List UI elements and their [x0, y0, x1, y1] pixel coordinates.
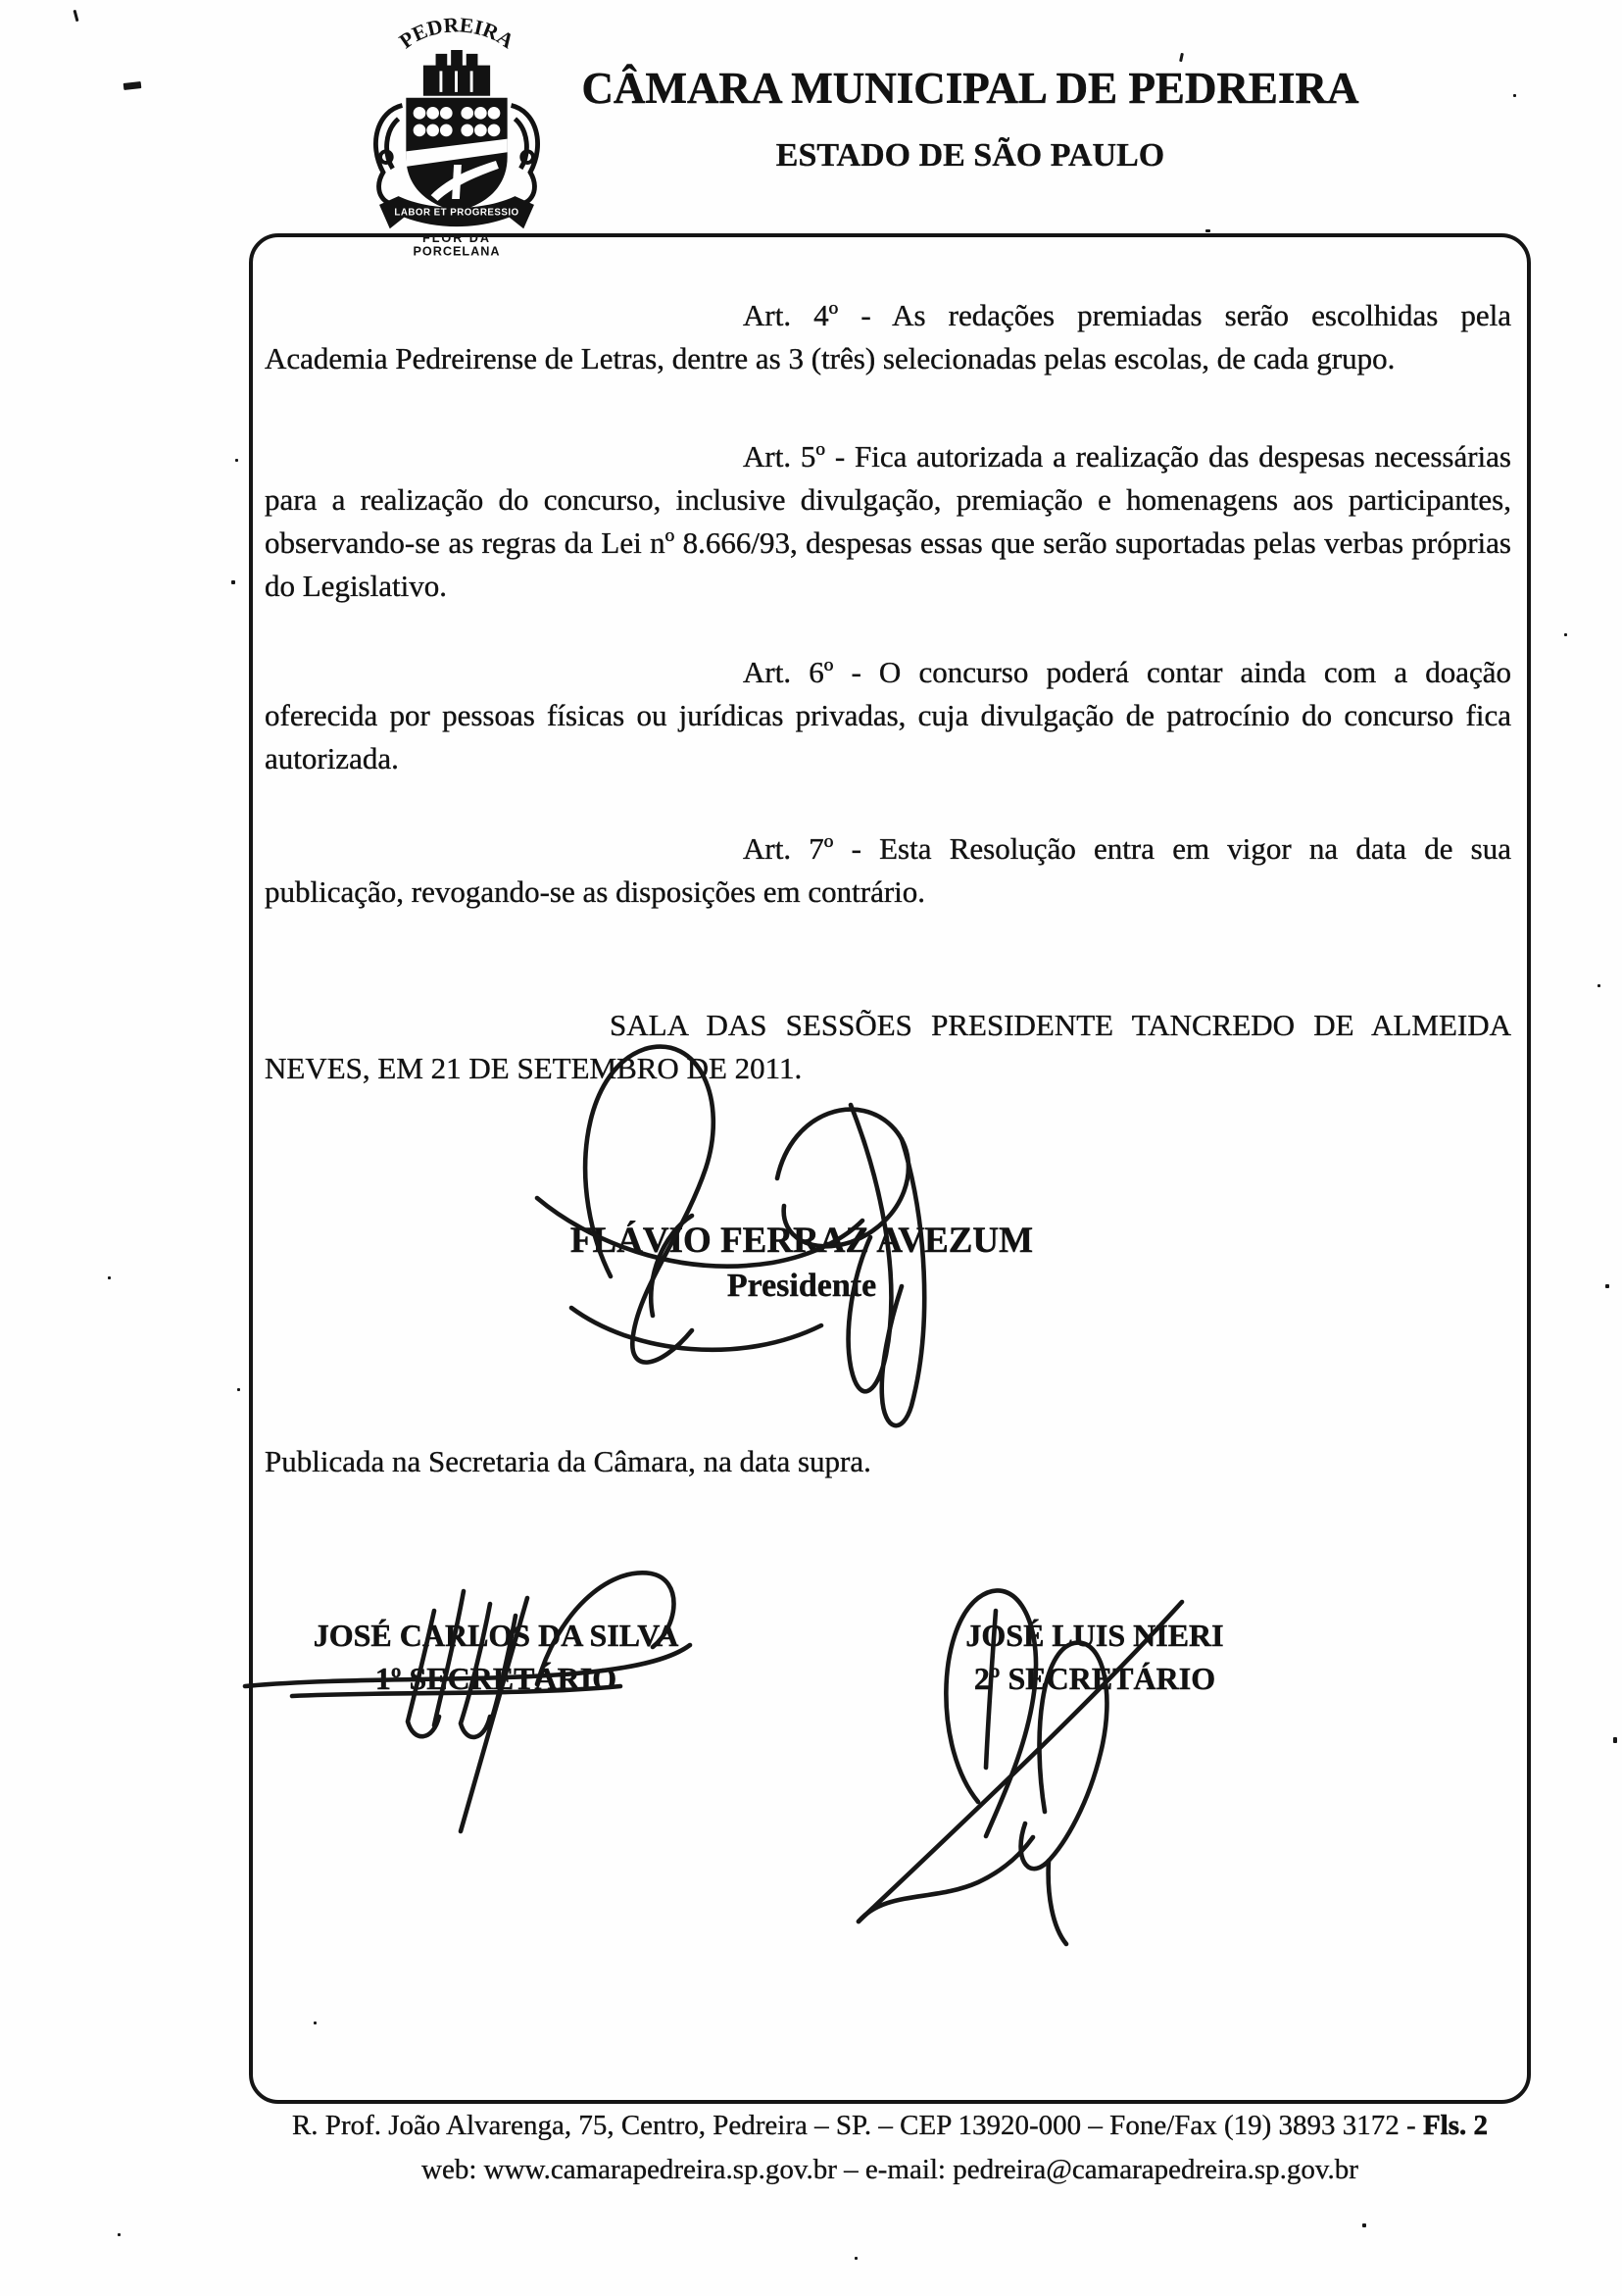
scan-speck: [1613, 1737, 1617, 1743]
scan-speck: [108, 1276, 111, 1279]
footer-address-line: [249, 2104, 1531, 2148]
first-secretary-name: JOSÉ CARLOS DA SILVA: [313, 1618, 679, 1653]
president-role: Presidente: [726, 1268, 877, 1304]
article-4-paragraph: Art. 4º - As redações premiadas serão escolhidas pela Academia Pedreirense de Letras, dentre as 3 (três) selecionadas pelas escolas, de cada grupo.: [265, 298, 1511, 375]
footer-page-number: Fls. 2: [1422, 2110, 1489, 2141]
first-secretary-block: [300, 1614, 692, 1700]
second-secretary-block: [884, 1614, 1305, 1700]
scan-speck: [1179, 53, 1184, 62]
page-title: CÂMARA MUNICIPAL DE PEDREIRA: [581, 64, 1359, 113]
scan-speck: [1513, 94, 1516, 97]
page-subtitle: ESTADO DE SÃO PAULO: [775, 137, 1165, 174]
publication-note: Publicada na Secretaria da Câmara, na data supra.: [265, 1444, 871, 1478]
article-5-paragraph: Art. 5º - Fica autorizada a realização das despesas necessárias para a realização do concurso, inclusive divulgação, premiação e homenagens aos participantes, observando-se as regras da Lei nº 8.666/93, despesas essas que serão suportadas pelas verbas próprias do Legislativo.: [265, 439, 1511, 603]
scan-speck: [123, 81, 142, 90]
scan-speck: [314, 2021, 317, 2024]
scan-speck: [73, 10, 78, 22]
svg-text:PEDREIRA: [395, 13, 518, 53]
second-secretary-role: 2º SECRETÁRIO: [973, 1661, 1216, 1696]
closing-session-paragraph: SALA DAS SESSÕES PRESIDENTE TANCREDO DE ALMEIDA NEVES, EM 21 DE SETEMBRO DE 2011.: [265, 1008, 1511, 1085]
scan-speck: [1564, 633, 1567, 636]
city-coat-of-arms: [343, 12, 570, 258]
scan-speck: [1362, 2223, 1366, 2227]
secretaries-row: [265, 1614, 1511, 1700]
first-secretary-role: 1º SECRETÁRIO: [374, 1661, 617, 1696]
article-7-paragraph: Art. 7º - Esta Resolução entra em vigor na data de sua publicação, revogando-se as disposições em contrário.: [265, 831, 1511, 909]
president-name: FLÁVIO FERRAZ AVEZUM: [569, 1221, 1034, 1261]
scan-speck: [1605, 1284, 1609, 1288]
second-secretary-name: JOSÉ LUIS NIERI: [965, 1618, 1224, 1653]
article-6-paragraph: Art. 6º - O concurso poderá contar ainda com a doação oferecida por pessoas físicas ou jurídicas privadas, cuja divulgação de patrocínio do concurso fica autorizada.: [265, 655, 1511, 775]
scan-speck: [1205, 229, 1210, 232]
president-signature-block: [459, 1218, 1145, 1308]
footer-contacts-line: web: www.camarapedreira.sp.gov.br – e-mail: pedreira@camarapedreira.sp.gov.br: [421, 2154, 1358, 2185]
scan-speck: [237, 1388, 240, 1391]
scan-speck: [118, 2233, 121, 2236]
footer: [249, 2104, 1531, 2192]
emblem-city-name: PEDREIRA: [394, 13, 518, 54]
emblem-tagline-1: FLOR DA: [422, 230, 491, 245]
scan-speck: [235, 459, 238, 462]
document-body-frame: [249, 230, 1531, 2104]
scan-speck: [1597, 984, 1600, 987]
scan-speck: [855, 2257, 858, 2260]
scan-speck: [231, 580, 235, 584]
emblem-motto: LABOR ET PROGRESSIO: [394, 207, 519, 219]
emblem-tagline-2: PORCELANA: [413, 244, 501, 259]
footer-address: R. Prof. João Alvarenga, 75, Centro, Pedreira – SP. – CEP 13920-000 – Fone/Fax (19) 3893 3172 -: [291, 2110, 1423, 2141]
